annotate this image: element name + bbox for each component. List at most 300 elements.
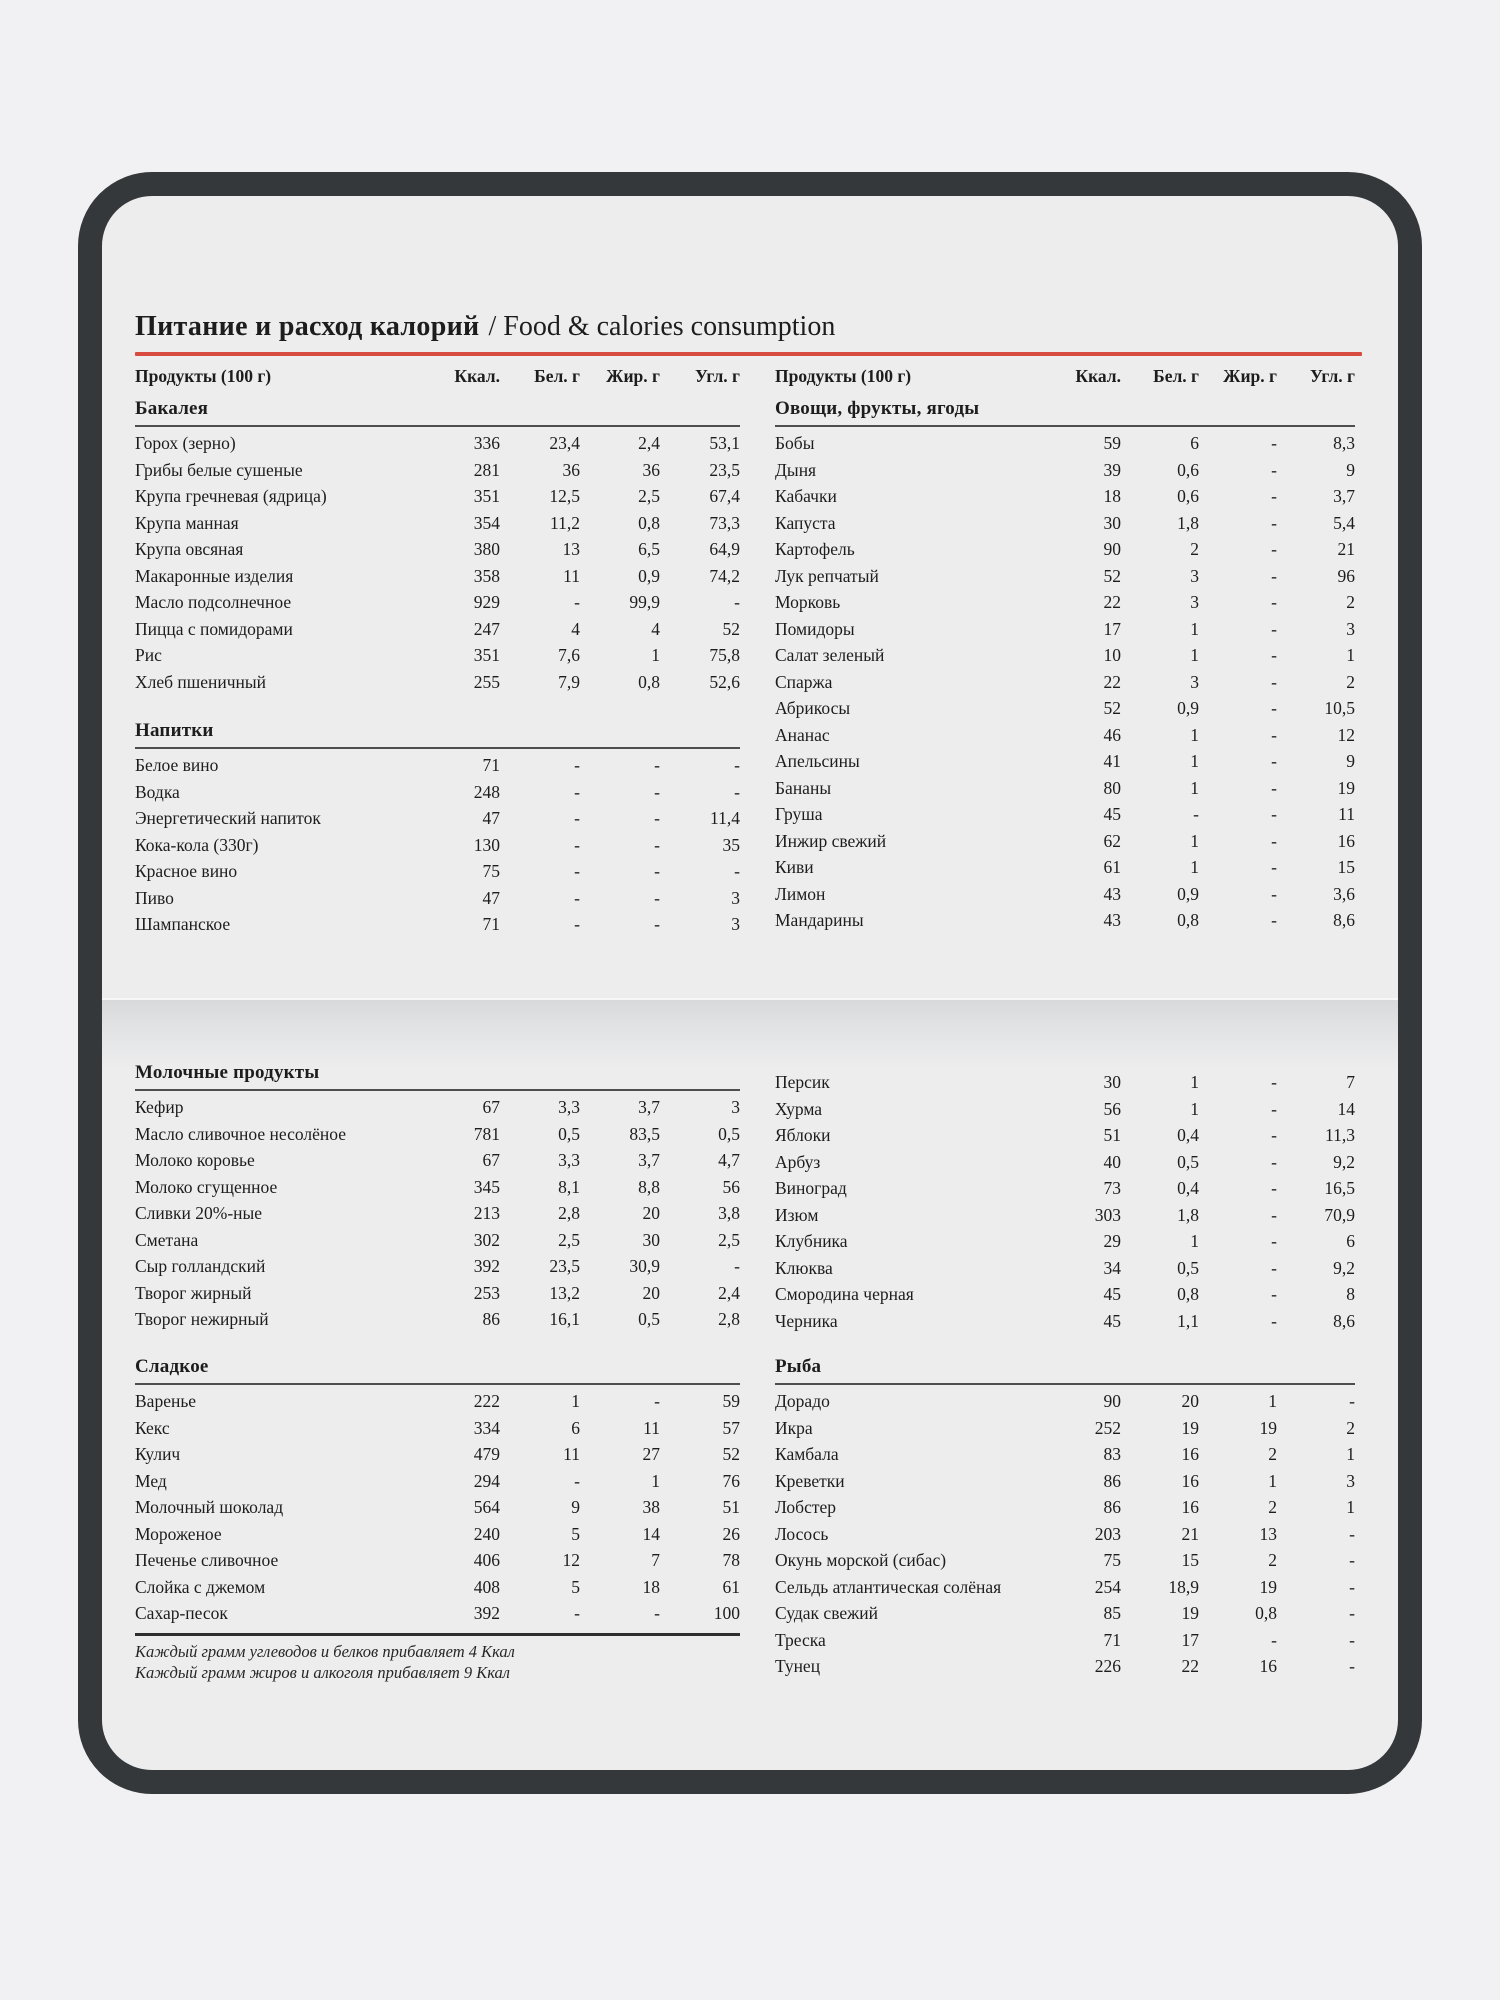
protein-value: 7,6 — [558, 645, 580, 665]
kcal-value: 71 — [1103, 1629, 1121, 1650]
table-row — [775, 457, 1355, 484]
carbs-value: 9 — [1346, 751, 1355, 771]
product-name: Мандарины — [775, 910, 864, 930]
carbs-value: - — [734, 755, 740, 775]
fat-value: 0,8 — [638, 512, 660, 533]
protein-value: 7,9 — [558, 671, 580, 692]
product-name: Камбала — [775, 1444, 839, 1464]
carbs-value: 15 — [1337, 857, 1355, 877]
kcal-value: 45 — [1103, 804, 1121, 824]
kcal-value: 45 — [1103, 1284, 1121, 1304]
table-row — [135, 669, 740, 696]
product-name: Бобы — [775, 433, 815, 453]
fat-value: - — [1271, 512, 1277, 533]
fat-value: 1 — [651, 1470, 660, 1491]
carbs-value: 2 — [1346, 1417, 1355, 1438]
table-row — [135, 642, 740, 669]
product-name: Бананы — [775, 777, 832, 798]
protein-value: 1 — [1190, 724, 1199, 745]
kcal-value: 408 — [473, 1576, 500, 1597]
carbs-value: - — [1349, 1550, 1355, 1570]
product-name: Креветки — [775, 1470, 845, 1491]
table-row — [775, 828, 1355, 855]
protein-value: 1 — [1190, 777, 1199, 798]
carbs-value: 8,6 — [1333, 1310, 1355, 1331]
kcal-value: 564 — [473, 1497, 500, 1517]
section-dairy — [135, 1062, 740, 1333]
product-name: Смородина черная — [775, 1284, 914, 1304]
fat-value: - — [1271, 883, 1277, 904]
table-row — [135, 779, 740, 806]
section-vegetables-fruits-berries — [775, 398, 1355, 934]
protein-value: 22 — [1181, 1656, 1199, 1676]
footnote-line-2: Каждый грамм жиров и алкоголя прибавляет 9 Ккал — [135, 1662, 510, 1682]
fat-value: 2 — [1268, 1497, 1277, 1517]
product-name: Сметана — [135, 1229, 199, 1250]
header-fat: Жир. г — [606, 366, 660, 386]
kcal-value: 52 — [1103, 565, 1121, 586]
product-name: Кекс — [135, 1417, 170, 1438]
protein-value: 19 — [1181, 1603, 1199, 1623]
kcal-value: 351 — [473, 486, 500, 506]
table-row — [135, 1121, 740, 1148]
product-name: Творог нежирный — [135, 1309, 269, 1329]
table-row — [135, 1388, 740, 1415]
fat-value: 19 — [1259, 1576, 1277, 1597]
protein-value: 16 — [1181, 1497, 1199, 1517]
fat-value: 13 — [1259, 1523, 1277, 1544]
fat-value: - — [654, 861, 660, 881]
product-name: Мороженое — [135, 1523, 222, 1544]
product-name: Кефир — [135, 1097, 184, 1117]
section-title: Напитки — [135, 720, 740, 749]
carbs-value: 96 — [1337, 565, 1355, 586]
carbs-value: 26 — [722, 1523, 740, 1544]
carbs-value: 1 — [1346, 1444, 1355, 1464]
fat-value: 20 — [642, 1282, 660, 1303]
carbs-value: 11,3 — [1325, 1125, 1355, 1145]
carbs-value: 73,3 — [709, 512, 740, 533]
fat-value: - — [1271, 1231, 1277, 1251]
kcal-value: 80 — [1103, 777, 1121, 798]
table-row — [775, 1122, 1355, 1149]
product-name: Молочный шоколад — [135, 1497, 284, 1517]
table-row — [775, 748, 1355, 775]
product-name: Кулич — [135, 1444, 181, 1464]
product-name: Груша — [775, 804, 823, 824]
table-row — [135, 1094, 740, 1121]
table-row — [775, 616, 1355, 643]
product-name: Лук репчатый — [775, 565, 879, 586]
table-row — [135, 805, 740, 832]
carbs-value: 35 — [722, 834, 740, 855]
table-row — [775, 1627, 1355, 1654]
protein-value: 11 — [563, 1444, 580, 1464]
protein-value: 13,2 — [549, 1282, 580, 1303]
fat-value: 30 — [642, 1229, 660, 1250]
carbs-value: 75,8 — [709, 645, 740, 665]
carbs-value: - — [734, 861, 740, 881]
fat-value: - — [1271, 1310, 1277, 1331]
kcal-value: 380 — [473, 539, 500, 559]
protein-value: 0,9 — [1177, 883, 1199, 904]
protein-value: 2 — [1190, 539, 1199, 559]
kcal-value: 41 — [1103, 751, 1121, 771]
kcal-value: 22 — [1103, 592, 1121, 612]
protein-value: 2,8 — [558, 1203, 580, 1223]
fat-value: - — [1271, 804, 1277, 824]
table-row — [135, 1574, 740, 1601]
fat-value: 38 — [642, 1497, 660, 1517]
product-name: Клюква — [775, 1257, 833, 1278]
fat-value: - — [1271, 565, 1277, 586]
protein-value: 3 — [1190, 565, 1199, 586]
header-kcal: Ккал. — [1075, 366, 1121, 386]
table-row — [135, 858, 740, 885]
carbs-value: 74,2 — [709, 565, 740, 586]
table-row — [135, 1441, 740, 1468]
fat-value: 30,9 — [629, 1256, 660, 1276]
page-fold — [102, 998, 1398, 1070]
header-kcal: Ккал. — [454, 366, 500, 386]
product-name: Лимон — [775, 883, 826, 904]
table-row — [775, 430, 1355, 457]
fat-value: 16 — [1259, 1656, 1277, 1676]
fat-value: - — [1271, 1125, 1277, 1145]
table-row — [135, 1494, 740, 1521]
kcal-value: 47 — [482, 808, 500, 828]
section-rows — [775, 1066, 1355, 1334]
fat-value: 83,5 — [629, 1123, 660, 1144]
section-rows — [135, 1385, 740, 1627]
kcal-value: 226 — [1094, 1656, 1121, 1676]
table-row — [775, 1069, 1355, 1096]
fat-value: - — [1271, 1178, 1277, 1198]
fat-value: - — [1271, 645, 1277, 665]
protein-value: - — [1193, 804, 1199, 824]
fat-value: 18 — [642, 1576, 660, 1597]
fat-value: 11 — [643, 1417, 660, 1438]
protein-value: 6 — [1190, 433, 1199, 453]
fat-value: - — [654, 808, 660, 828]
protein-value: 5 — [571, 1523, 580, 1544]
carbs-value: 10,5 — [1324, 698, 1355, 718]
protein-value: 0,8 — [1177, 910, 1199, 930]
section-rows — [135, 749, 740, 938]
protein-value: 2,5 — [558, 1229, 580, 1250]
kcal-value: 22 — [1103, 671, 1121, 692]
fat-value: - — [1271, 830, 1277, 851]
kcal-value: 61 — [1103, 857, 1121, 877]
carbs-value: 21 — [1337, 539, 1355, 559]
kcal-value: 83 — [1103, 1444, 1121, 1464]
fat-value: 2,4 — [638, 433, 660, 453]
product-name: Сливки 20%-ные — [135, 1203, 263, 1223]
carbs-value: 8,6 — [1333, 910, 1355, 930]
carbs-value: 2,8 — [718, 1309, 740, 1329]
kcal-value: 358 — [473, 565, 500, 586]
table-row — [775, 563, 1355, 590]
protein-value: - — [574, 1603, 580, 1623]
kcal-value: 255 — [473, 671, 500, 692]
kcal-value: 62 — [1103, 830, 1121, 851]
protein-value: - — [574, 592, 580, 612]
table-row — [775, 1521, 1355, 1548]
fat-value: - — [1271, 857, 1277, 877]
carbs-value: - — [1349, 1391, 1355, 1411]
table-row — [135, 1147, 740, 1174]
title-rule — [135, 352, 1362, 356]
table-row — [135, 885, 740, 912]
product-name: Горох (зерно) — [135, 433, 236, 453]
fat-value: - — [654, 781, 660, 802]
carbs-value: - — [1349, 1576, 1355, 1597]
fat-value: - — [654, 1391, 660, 1411]
kcal-value: 51 — [1103, 1125, 1121, 1145]
carbs-value: 2,4 — [718, 1282, 740, 1303]
kcal-value: 392 — [473, 1256, 500, 1276]
carbs-value: - — [1349, 1656, 1355, 1676]
table-row — [775, 907, 1355, 934]
fat-value: - — [1271, 671, 1277, 692]
product-name: Арбуз — [775, 1151, 821, 1172]
product-name: Окунь морской (сибас) — [775, 1550, 947, 1570]
kcal-value: 130 — [473, 834, 500, 855]
table-row — [775, 1281, 1355, 1308]
protein-value: 0,5 — [1177, 1151, 1199, 1172]
protein-value: 16 — [1181, 1444, 1199, 1464]
protein-value: 8,1 — [558, 1176, 580, 1197]
carbs-value: - — [734, 592, 740, 612]
kcal-value: 67 — [482, 1150, 500, 1170]
carbs-value: 76 — [722, 1470, 740, 1491]
carbs-value: 3 — [1346, 1470, 1355, 1491]
carbs-value: 6 — [1346, 1231, 1355, 1251]
table-row — [135, 563, 740, 590]
table-row — [775, 775, 1355, 802]
table-row — [775, 1574, 1355, 1601]
section-rows — [135, 427, 740, 695]
fat-value: 0,8 — [1255, 1603, 1277, 1623]
carbs-value: 0,5 — [718, 1123, 740, 1144]
protein-value: 1,8 — [1177, 1204, 1199, 1225]
table-row — [775, 695, 1355, 722]
section-sweets — [135, 1356, 740, 1683]
table-header-left — [135, 364, 740, 388]
carbs-value: 56 — [722, 1176, 740, 1197]
page-title-ru: Питание и расход калорий — [135, 311, 480, 342]
kcal-value: 73 — [1103, 1178, 1121, 1198]
protein-value: 0,6 — [1177, 459, 1199, 480]
header-carbs: Угл. г — [695, 366, 740, 386]
product-name: Лосось — [775, 1523, 829, 1544]
table-row — [135, 752, 740, 779]
kcal-value: 29 — [1103, 1231, 1121, 1251]
table-row — [775, 1494, 1355, 1521]
product-name: Слойка с джемом — [135, 1576, 266, 1597]
product-name: Кока-кола (330г) — [135, 834, 259, 855]
carbs-value: 3 — [1346, 618, 1355, 639]
carbs-value: 5,4 — [1333, 512, 1355, 533]
table-row — [775, 669, 1355, 696]
protein-value: 18,9 — [1168, 1576, 1199, 1597]
kcal-value: 75 — [482, 861, 500, 881]
protein-value: 1 — [1190, 618, 1199, 639]
product-name: Масло подсолнечное — [135, 592, 292, 612]
kcal-value: 18 — [1103, 486, 1121, 506]
kcal-value: 281 — [473, 459, 500, 480]
product-name: Сахар-песок — [135, 1603, 228, 1623]
table-row — [775, 854, 1355, 881]
kcal-value: 90 — [1103, 1391, 1121, 1411]
table-row — [135, 1200, 740, 1227]
protein-value: - — [574, 1470, 580, 1491]
kcal-value: 45 — [1103, 1310, 1121, 1331]
kcal-value: 247 — [473, 618, 500, 639]
carbs-value: 70,9 — [1324, 1204, 1355, 1225]
product-name: Персик — [775, 1072, 830, 1092]
protein-value: 1 — [1190, 857, 1199, 877]
kcal-value: 59 — [1103, 433, 1121, 453]
kcal-value: 43 — [1103, 910, 1121, 930]
product-name: Хлеб пшеничный — [135, 671, 267, 692]
protein-value: 15 — [1181, 1550, 1199, 1570]
kcal-value: 213 — [473, 1203, 500, 1223]
fat-value: - — [1271, 910, 1277, 930]
kcal-value: 40 — [1103, 1151, 1121, 1172]
kcal-value: 71 — [482, 755, 500, 775]
kcal-value: 56 — [1103, 1098, 1121, 1119]
section-fish — [775, 1356, 1355, 1680]
table-row — [775, 1547, 1355, 1574]
fat-value: - — [1271, 486, 1277, 506]
section-rows — [775, 1385, 1355, 1680]
protein-value: - — [574, 834, 580, 855]
protein-value: 11 — [563, 565, 580, 586]
table-row — [775, 510, 1355, 537]
kcal-value: 34 — [1103, 1257, 1121, 1278]
protein-value: 1 — [1190, 1072, 1199, 1092]
kcal-value: 86 — [1103, 1470, 1121, 1491]
protein-value: 11,2 — [550, 512, 580, 533]
kcal-value: 17 — [1103, 618, 1121, 639]
protein-value: 21 — [1181, 1523, 1199, 1544]
protein-value: 23,5 — [549, 1256, 580, 1276]
product-name: Молоко коровье — [135, 1150, 255, 1170]
kcal-value: 71 — [482, 914, 500, 934]
product-name: Молоко сгущенное — [135, 1176, 278, 1197]
kcal-value: 90 — [1103, 539, 1121, 559]
protein-value: - — [574, 914, 580, 934]
fat-value: - — [1271, 1072, 1277, 1092]
table-row — [135, 1306, 740, 1333]
fat-value: - — [1271, 1257, 1277, 1278]
protein-value: 13 — [562, 539, 580, 559]
protein-value: 16,1 — [549, 1309, 580, 1329]
carbs-value: - — [1349, 1629, 1355, 1650]
fat-value: 7 — [651, 1550, 660, 1570]
fat-value: - — [1271, 1151, 1277, 1172]
carbs-value: 78 — [722, 1550, 740, 1570]
carbs-value: 8,3 — [1333, 433, 1355, 453]
protein-value: 5 — [571, 1576, 580, 1597]
kcal-value: 86 — [482, 1309, 500, 1329]
carbs-value: 2 — [1346, 671, 1355, 692]
carbs-value: 7 — [1346, 1072, 1355, 1092]
carbs-value: 1 — [1346, 1497, 1355, 1517]
protein-value: 1 — [1190, 751, 1199, 771]
carbs-value: 16 — [1337, 830, 1355, 851]
protein-value: 12 — [562, 1550, 580, 1570]
table-row — [775, 589, 1355, 616]
fat-value: 1 — [651, 645, 660, 665]
fat-value: - — [1271, 433, 1277, 453]
kcal-value: 406 — [473, 1550, 500, 1570]
carbs-value: 19 — [1337, 777, 1355, 798]
fat-value: - — [654, 755, 660, 775]
fat-value: 4 — [651, 618, 660, 639]
carbs-value: 59 — [722, 1391, 740, 1411]
table-row — [135, 589, 740, 616]
fat-value: 3,7 — [638, 1150, 660, 1170]
product-name: Изюм — [775, 1204, 819, 1225]
table-row — [135, 1547, 740, 1574]
product-name: Инжир свежий — [775, 830, 887, 851]
section-rows — [135, 1091, 740, 1333]
product-name: Белое вино — [135, 755, 219, 775]
kcal-value: 39 — [1103, 459, 1121, 480]
carbs-value: - — [734, 781, 740, 802]
product-name: Треска — [775, 1629, 826, 1650]
product-name: Творог жирный — [135, 1282, 252, 1303]
kcal-value: 294 — [473, 1470, 500, 1491]
protein-value: 3,3 — [558, 1097, 580, 1117]
product-name: Крупа манная — [135, 512, 239, 533]
protein-value: 0,5 — [1177, 1257, 1199, 1278]
table-row — [135, 536, 740, 563]
protein-value: 23,4 — [549, 433, 580, 453]
product-name: Пиво — [135, 887, 174, 908]
product-name: Клубника — [775, 1231, 848, 1251]
kcal-value: 222 — [473, 1391, 500, 1411]
section-title: Бакалея — [135, 398, 740, 427]
protein-value: 0,4 — [1177, 1178, 1199, 1198]
protein-value: 12,5 — [549, 486, 580, 506]
product-name: Лобстер — [775, 1497, 837, 1517]
kcal-value: 43 — [1103, 883, 1121, 904]
protein-value: 0,5 — [558, 1123, 580, 1144]
section-title: Овощи, фрукты, ягоды — [775, 398, 1355, 427]
product-name: Сельдь атлантическая солёная — [775, 1576, 1002, 1597]
product-name: Грибы белые сушеные — [135, 459, 303, 480]
table-row — [775, 1096, 1355, 1123]
footnote-line-1: Каждый грамм углеводов и белков прибавляет 4 Ккал — [135, 1641, 515, 1661]
product-name: Абрикосы — [775, 698, 851, 718]
product-name: Водка — [135, 781, 180, 802]
kcal-value: 75 — [1103, 1550, 1121, 1570]
fat-value: - — [654, 914, 660, 934]
table-row — [135, 1253, 740, 1280]
product-name: Судак свежий — [775, 1603, 878, 1623]
carbs-value: 52 — [722, 618, 740, 639]
carbs-value: 100 — [713, 1603, 740, 1623]
product-name: Пицца с помидорами — [135, 618, 293, 639]
carbs-value: 57 — [722, 1417, 740, 1438]
carbs-value: 3 — [731, 1097, 740, 1117]
table-row — [775, 642, 1355, 669]
carbs-value: 16,5 — [1324, 1178, 1355, 1198]
table-row — [775, 881, 1355, 908]
